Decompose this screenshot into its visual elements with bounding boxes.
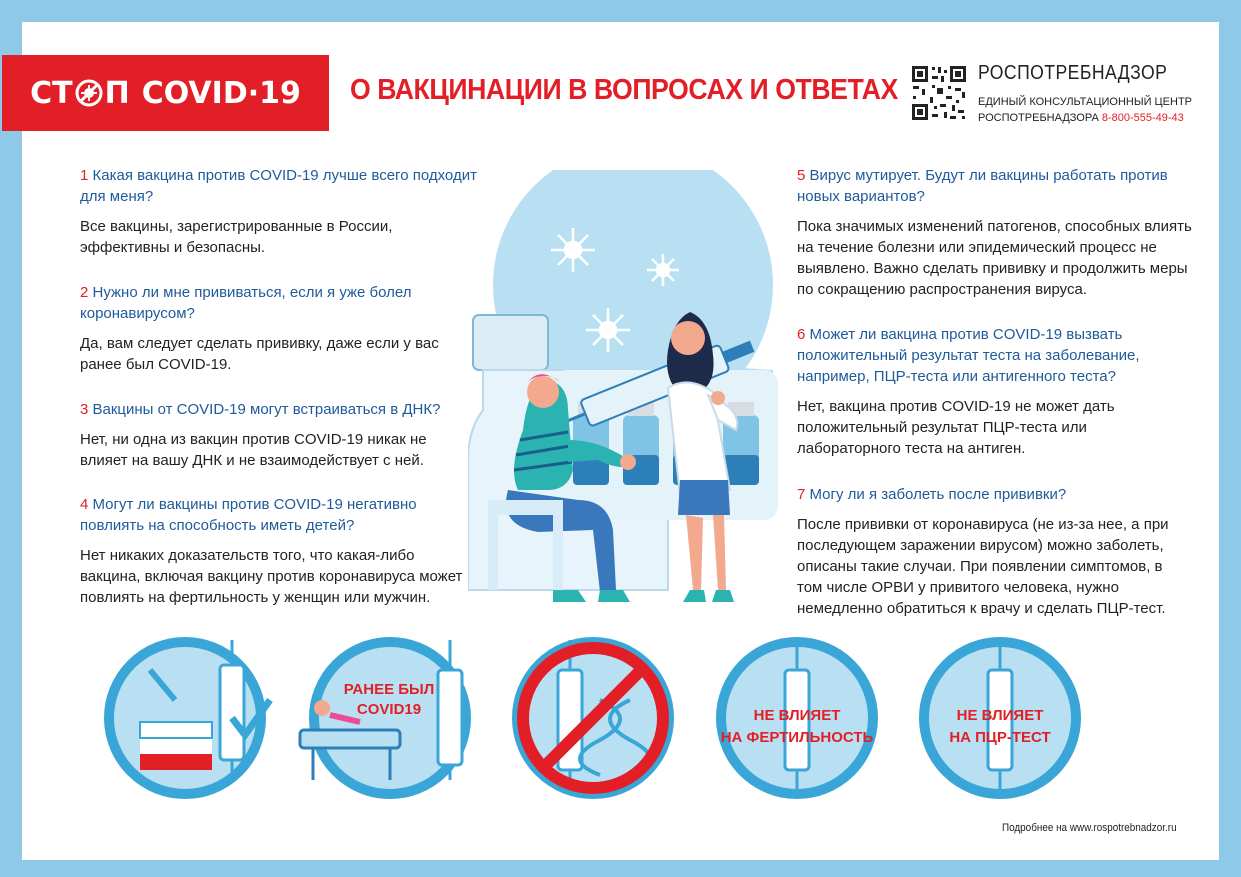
question-text: Могу ли я заболеть после прививки? xyxy=(809,486,1067,503)
qa-item-5 xyxy=(797,165,1192,300)
virus-stop-icon xyxy=(75,79,103,107)
question-text: Вакцины от COVID-19 могут встраиваться в ДНК? xyxy=(92,401,441,418)
answer-text: После прививки от коронавируса (не из-за нее, а при последующем заражении вирусом) можно заболеть, описаны такие случаи. При появлении симптомов, в том числе ОРВИ у привитого человека, нужно немедленно обратиться к врачу и сделать ПЦР-тест. xyxy=(797,516,1169,617)
qa-item-2 xyxy=(80,282,460,375)
stop-covid-banner xyxy=(2,55,329,131)
question xyxy=(797,165,1192,207)
question-text: Может ли вакцина против COVID-19 вызвать положительный результат теста на заболевание, например, ПЦР-теста или антигенного теста? xyxy=(797,326,1140,385)
answer-text: Нет, ни одна из вакцин против COVID-19 никак не влияет на вашу ДНК и не взаимодействует с ней. xyxy=(80,431,427,469)
fertility-label-2: НА ФЕРТИЛЬНОСТЬ xyxy=(720,729,874,746)
answer-text: Нет никаких доказательств того, что какая-либо вакцина, включая вакцину против коронавируса может повлиять на фертильность у женщин или мужчин. xyxy=(80,547,463,606)
question-number: 1 xyxy=(80,167,89,184)
answer-text: Все вакцины, зарегистрированные в России, эффективны и безопасны. xyxy=(80,218,393,256)
consult-center-line2 xyxy=(978,112,1184,124)
qr-code-icon[interactable] xyxy=(910,64,968,122)
question xyxy=(80,282,460,324)
banner-stop-text: СТ xyxy=(30,75,73,111)
question-text: Какая вакцина против COVID-19 лучше всего подходит для меня? xyxy=(80,167,477,205)
answer-text: Пока значимых изменений патогенов, способных влиять на течение болезни или эпидемический процесс не выявлено. Важно сделать прививку и продолжить меры по сокращению распространения вируса. xyxy=(797,218,1192,298)
question-text: Вирус мутирует. Будут ли вакцины работать против новых вариантов? xyxy=(797,167,1168,205)
question xyxy=(80,494,475,536)
answer-text: Нет, вакцина против COVID-19 не может дать положительный результат ПЦР-теста или лабораторного теста на антиген. xyxy=(797,398,1115,457)
hotline-phone[interactable]: 8-800-555-49-43 xyxy=(1101,112,1184,124)
pcr-label-2: НА ПЦР-ТЕСТ xyxy=(949,729,1051,746)
question-number: 2 xyxy=(80,284,89,301)
pcr-test-safe-icon xyxy=(924,640,1076,794)
question xyxy=(80,165,480,207)
consult-center-line1: ЕДИНЫЙ КОНСУЛЬТАЦИОННЫЙ ЦЕНТР xyxy=(978,96,1193,108)
page-title: О ВАКЦИНАЦИИ В ВОПРОСАХ И ОТВЕТАХ xyxy=(350,74,898,106)
question-text: Могут ли вакцины против COVID-19 негативно повлиять на способность иметь детей? xyxy=(80,496,417,534)
qa-item-6 xyxy=(797,324,1192,459)
recovered-label-1: РАНЕЕ БЫЛ xyxy=(343,681,435,698)
question-text: Нужно ли мне прививаться, если я уже болел коронавирусом? xyxy=(80,284,412,322)
banner-covid-text: COVID·19 xyxy=(141,75,301,111)
question-number: 6 xyxy=(797,326,806,343)
footer-link[interactable]: Подробнее на www.rospotrebnadzor.ru xyxy=(1002,822,1177,834)
question-number: 3 xyxy=(80,401,89,418)
question xyxy=(80,399,460,420)
fertility-safe-icon xyxy=(721,640,874,794)
answer-text: Да, вам следует сделать прививку, даже если у вас ранее был COVID-19. xyxy=(80,335,439,373)
question-number: 7 xyxy=(797,486,806,503)
no-dna-change-icon xyxy=(517,640,669,794)
recovered-covid-icon xyxy=(300,640,466,794)
question xyxy=(797,324,1192,387)
recovered-label-2: COVID19 xyxy=(356,701,422,718)
qa-item-3 xyxy=(80,399,460,471)
banner-stop-text-2: П xyxy=(104,75,130,111)
agency-name: РОСПОТРЕБНАДЗОР xyxy=(978,62,1168,84)
benefit-icons-row xyxy=(0,630,1241,810)
fertility-label-1: НЕ ВЛИЯЕТ xyxy=(753,707,841,724)
question-number: 4 xyxy=(80,496,89,513)
qa-item-1 xyxy=(80,165,480,258)
qa-item-4 xyxy=(80,494,475,608)
question-number: 5 xyxy=(797,167,806,184)
certified-vaccine-icon xyxy=(109,640,270,794)
question xyxy=(797,484,1192,505)
consult-center-name: РОСПОТРЕБНАДЗОРА xyxy=(978,112,1099,124)
vaccination-illustration xyxy=(468,170,788,610)
pcr-label-1: НЕ ВЛИЯЕТ xyxy=(956,707,1044,724)
qa-item-7 xyxy=(797,484,1192,619)
